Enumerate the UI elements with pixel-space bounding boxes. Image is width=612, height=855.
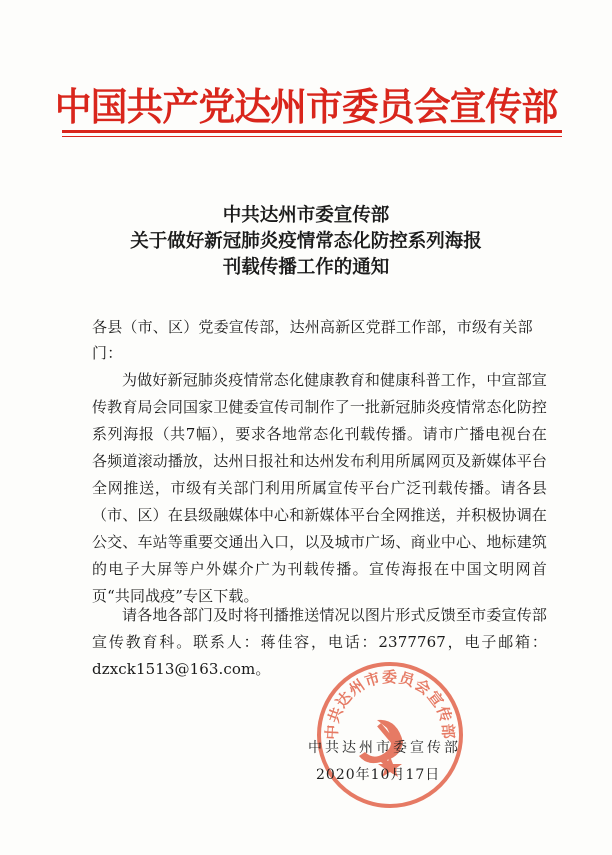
body-paragraph: 请各地各部门及时将刊播推送情况以图片形式反馈至市委宣传部宣传教育科。联系人：蒋佳容，电话：2377767，电子邮箱：dzxck1513@163.com。 xyxy=(92,606,547,678)
document-title-line: 关于做好新冠肺炎疫情常态化防控系列海报 xyxy=(130,231,482,252)
addressee: 各县（市、区）党委宣传部，达州高新区党群工作部，市级有关部门： xyxy=(92,318,533,362)
official-seal xyxy=(315,660,465,810)
document-title-line: 中共达州市委宣传部 xyxy=(222,205,390,226)
body-paragraph: 为做好新冠肺炎疫情常态化健康教育和健康科普工作，中宣部宣传教育局会同国家卫健委宣传司制作了一批新冠肺炎疫情常态化防控系列海报（共7幅），要求各地常态化刊载传播。请市广播电视台在各频道滚动播放，达州日报社和达州发布利用所属网页及新媒体平台全网推送，市级有关部门利用所属宣传平台广泛刊载传播。请各县（市、区）在县级融媒体中心和新媒体平台全网推送，并积极协调在公交、车站等重要交通出入口，以及城市广场、商业中心、地标建筑的电子大屏等户外媒介广为刊载传播。宣传海报在中国文明网首页“共同战疫”专区下载。 xyxy=(92,371,547,605)
document-title xyxy=(0,203,612,281)
issue-date: 2020年10月17日 xyxy=(316,767,441,783)
header-rule-thick xyxy=(62,130,562,133)
signature: 中共达州市委宣传部 xyxy=(308,740,461,756)
seal-text: 中共达州市委员会宣传部 xyxy=(322,668,458,741)
header-rule-thin xyxy=(62,136,562,137)
document-title-line: 刊载传播工作的通知 xyxy=(222,257,390,278)
header-org-title: 中国共产党达州市委员会宣传部 xyxy=(54,84,558,129)
